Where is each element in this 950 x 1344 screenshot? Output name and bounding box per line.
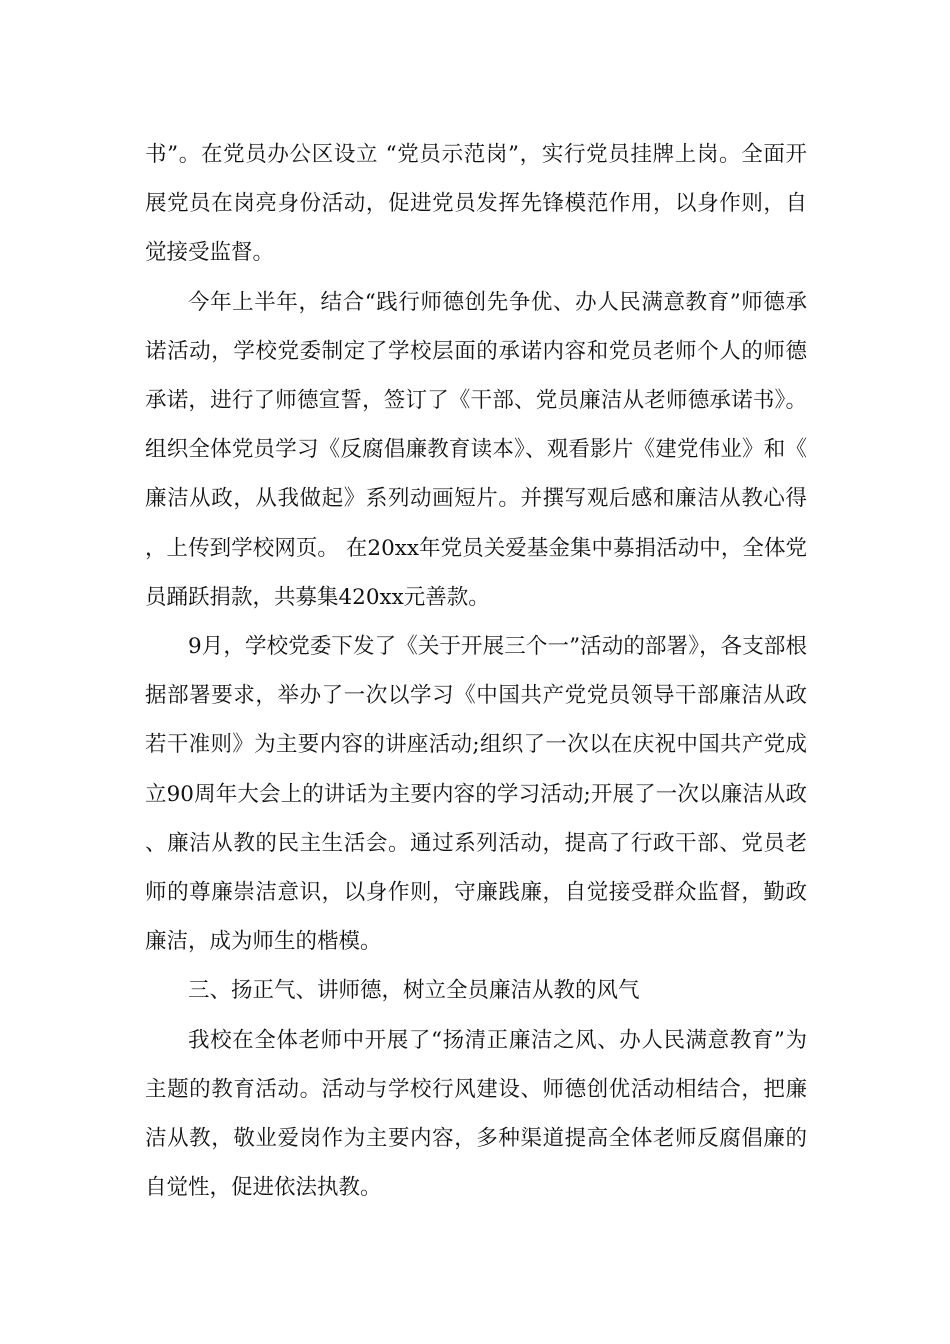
- paragraph-3: 9月，学校党委下发了《关于开展三个一”活动的部署》，各支部根据部署要求，举办了一次以学习《中国共产党党员领导干部廉洁从政若干准则》为主要内容的讲座活动;组织了一次以在庆祝中国共产党成立90周年大会上的讲话为主要内容的学习活动;开展了一次以廉洁从政、廉洁从教的民主生活会。通过系列活动，提高了行政干部、党员老师的尊廉崇洁意识，以身作则，守廉践廉，自觉接受群众监督，勤政廉洁，成为师生的楷模。: [145, 634, 807, 955]
- paragraph-4: 我校在全体老师中开展了“扬清正廉洁之风、办人民满意教育”为主题的教育活动。活动与学校行风建设、师德创优活动相结合，把廉洁从教，敬业爱岗作为主要内容，多种渠道提高全体老师反腐倡廉的自觉性，促进依法执教。: [145, 1027, 807, 1201]
- document-page: [145, 130, 807, 1212]
- paragraph-2: 今年上半年，结合“践行师德创先争优、办人民满意教育”师德承诺活动，学校党委制定了学校层面的承诺内容和党员老师个人的师德承诺，进行了师德宣誓，签订了《干部、党员廉洁从老师德承诺书》。组织全体党员学习《反腐倡廉教育读本》、观看影片《建党伟业》和《廉洁从政，从我做起》系列动画短片。并撰写观后感和廉洁从教心得，上传到学校网页。 在20xx年党员关爱基金集中募捐活动中，全体党员踊跃捐款，共募集420xx元善款。: [145, 289, 807, 610]
- paragraph-1: 书”。在党员办公区设立 “党员示范岗”，实行党员挂牌上岗。全面开展党员在岗亮身份活动，促进党员发挥先锋模范作用，以身作则，自觉接受监督。: [145, 142, 807, 266]
- section-heading: 三、扬正气、讲师德，树立全员廉洁从教的风气: [188, 978, 640, 1004]
